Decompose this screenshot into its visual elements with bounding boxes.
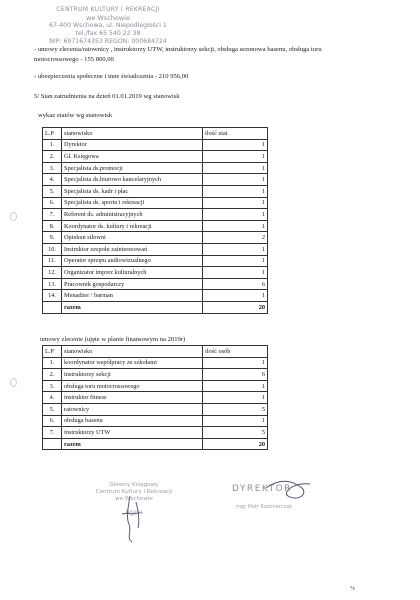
caption-wykaz-etatow: wykaz etatów wg stanowisk — [38, 112, 113, 119]
total-value: 20 — [203, 301, 268, 313]
stamp-line-3: 67-400 Wschowa, ul. Niepodległości 1 — [49, 22, 167, 29]
row-lp: 6. — [43, 415, 62, 427]
table-row — [43, 220, 268, 232]
row-count: 1 — [203, 243, 268, 255]
stamp-line-4: tel./fax 65 540 22 38 — [75, 30, 141, 37]
table-row — [43, 403, 268, 415]
row-count: 1 — [203, 162, 268, 174]
row-lp: 4. — [43, 392, 62, 404]
row-position: obsługa basenu — [62, 415, 203, 427]
stamp-line-5: NIP: 6971674353 REGON: 000684724 — [49, 38, 167, 45]
row-lp: 1. — [43, 357, 62, 369]
row-count: 1 — [203, 357, 268, 369]
row-lp: 4. — [43, 174, 62, 186]
row-position: Specjalista ds.biurowo kancelaryjnych — [62, 174, 203, 186]
row-count: 6 — [203, 278, 268, 290]
section-heading-stan-zatrudnienia: 5/ Stan zatrudnienia na dzień 01.01.2019 wg stanowisk — [34, 93, 180, 100]
row-lp: 3. — [43, 380, 62, 392]
total-empty-cell — [43, 438, 62, 450]
row-position: instruktorzy UTW — [62, 427, 203, 439]
row-lp: 1. — [43, 139, 62, 151]
row-position: Referent ds. administracyjnych — [62, 209, 203, 221]
table-row — [43, 139, 268, 151]
row-position: Operator sprzętu audiowizualnego — [62, 255, 203, 267]
director-name: mgr Piotr Kaźmierczak — [236, 504, 293, 510]
table-row — [43, 162, 268, 174]
row-count: 2 — [203, 232, 268, 244]
institution-stamp — [42, 6, 174, 46]
header-ilosc-etat: ilość etat — [203, 128, 268, 140]
row-count: 1 — [203, 220, 268, 232]
table-header-row — [43, 128, 268, 140]
row-position: Specjalista ds. sportu i rekreacji — [62, 197, 203, 209]
header-stanowisko: stanowisko — [62, 346, 203, 358]
row-position: Organizator imprez kulturalnych — [62, 267, 203, 279]
header-ilosc-osob: ilość osób — [203, 346, 268, 358]
header-stanowisko: stanowisko — [62, 128, 203, 140]
punch-hole-mark — [10, 378, 17, 387]
row-position: Specjalista ds. kadr i płac — [62, 185, 203, 197]
director-signature-icon — [258, 474, 318, 508]
row-count: 1 — [203, 290, 268, 302]
row-position: Menadżer / barman — [62, 290, 203, 302]
table-row — [43, 243, 268, 255]
stamp-line-1: CENTRUM KULTURY I REKREACJI — [56, 6, 160, 13]
row-position: Specjalista ds.promocji — [62, 162, 203, 174]
row-lp: 5. — [43, 403, 62, 415]
punch-hole-mark — [10, 212, 17, 221]
row-position: Instruktor zespołu zainteresowań — [62, 243, 203, 255]
table-row — [43, 209, 268, 221]
paragraph-umowy-line2: motocrossowego - 155 800,00 — [34, 56, 114, 63]
accountant-title: Główny Księgowy — [109, 482, 159, 488]
table-row — [43, 197, 268, 209]
row-position: Dyrektor — [62, 139, 203, 151]
row-lp: 12. — [43, 267, 62, 279]
row-position: koordynator współpracy ze szkołami — [62, 357, 203, 369]
row-lp: 2. — [43, 369, 62, 381]
accountant-city: we Wschowie — [115, 496, 153, 502]
accountant-name: Agata — [125, 509, 143, 516]
row-count: 1 — [203, 151, 268, 163]
header-lp: L.P — [43, 346, 62, 358]
total-empty-cell — [43, 301, 62, 313]
table-total-row — [43, 438, 268, 450]
row-position: Opiekun siłowni — [62, 232, 203, 244]
table-total-row — [43, 301, 268, 313]
row-count: 1 — [203, 267, 268, 279]
table-row — [43, 232, 268, 244]
contract-workers-table — [42, 345, 268, 450]
row-lp: 10. — [43, 243, 62, 255]
row-lp: 3. — [43, 162, 62, 174]
table-row — [43, 267, 268, 279]
row-count: 1 — [203, 415, 268, 427]
row-lp: 2. — [43, 151, 62, 163]
table-row — [43, 290, 268, 302]
row-count: 5 — [203, 403, 268, 415]
row-count: 1 — [203, 174, 268, 186]
table-row — [43, 151, 268, 163]
table-row — [43, 415, 268, 427]
total-value: 20 — [203, 438, 268, 450]
row-lp: 6. — [43, 197, 62, 209]
total-label: razem — [62, 301, 203, 313]
paragraph-umowy-line1: - umowy zlecenia/ratownicy , instruktorzy UTW, instruktorzy sekcji, obsługa sezonowa basenu, obsługa toru — [34, 46, 322, 53]
table-row — [43, 185, 268, 197]
director-stamp: DYREKTOR — [232, 484, 292, 494]
row-position: Koordynator ds. kultury i rekreacji — [62, 220, 203, 232]
paragraph-ubezpieczenia: - ubezpieczenia społeczne i inne świadczenia - 210 956,00 — [34, 73, 189, 80]
row-count: 1 — [203, 139, 268, 151]
accountant-institution: Centrum Kultury i Rekreacji — [95, 489, 173, 495]
row-count: 1 — [203, 209, 268, 221]
row-position: instruktor fitness — [62, 392, 203, 404]
row-count: 1 — [203, 392, 268, 404]
table-row — [43, 427, 268, 439]
staff-positions-table — [42, 127, 268, 314]
total-label: razem — [62, 438, 203, 450]
handwritten-signature-icon — [118, 494, 148, 544]
row-count: 5 — [203, 427, 268, 439]
table-row — [43, 392, 268, 404]
row-lp: 8. — [43, 220, 62, 232]
table-row — [43, 369, 268, 381]
row-position: obsługa toru motocrossowego — [62, 380, 203, 392]
row-position: instruktorzy sekcji — [62, 369, 203, 381]
row-count: 1 — [203, 255, 268, 267]
table-row — [43, 255, 268, 267]
row-count: 1 — [203, 380, 268, 392]
row-count: 1 — [203, 197, 268, 209]
page-mark: % — [350, 586, 355, 592]
row-position: ratownicy — [62, 403, 203, 415]
header-lp: L.P — [43, 128, 62, 140]
row-lp: 13. — [43, 278, 62, 290]
row-count: 1 — [203, 185, 268, 197]
table-row — [43, 357, 268, 369]
row-lp: 9. — [43, 232, 62, 244]
row-lp: 14. — [43, 290, 62, 302]
table-header-row — [43, 346, 268, 358]
row-count: 6 — [203, 369, 268, 381]
row-lp: 7. — [43, 209, 62, 221]
caption-umowy-zlecenie: umowy zlecenie (ujęte w planie finansowym na 2019r) — [40, 336, 186, 343]
table-row — [43, 174, 268, 186]
row-lp: 5. — [43, 185, 62, 197]
row-lp: 7. — [43, 427, 62, 439]
stamp-line-2: we Wschowie — [86, 14, 130, 22]
row-lp: 11. — [43, 255, 62, 267]
row-position: Pracownik gospodarczy — [62, 278, 203, 290]
table-row — [43, 380, 268, 392]
table-row — [43, 278, 268, 290]
row-position: Gł. Księgowa — [62, 151, 203, 163]
